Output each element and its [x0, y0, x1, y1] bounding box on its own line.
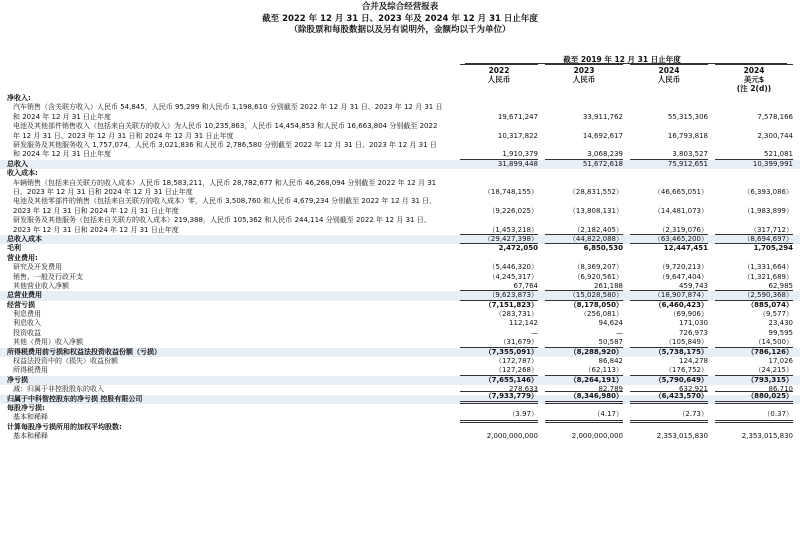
cell-value: （9,577） [758, 310, 793, 319]
cell-value: （1,321,689） [743, 272, 793, 281]
cell-value: （44,822,088） [545, 234, 623, 244]
cell-value: 2,353,015,830 [741, 432, 793, 441]
table-row [0, 410, 800, 422]
row-label: 研发服务及其他服务（包括来自关联方的收入成本）219,388，人民币 105,362 和人民币 244,114 分别截至 2022 年 12 月 31 日、2023 年 12 月 31 日和 2024 年 12 月 31 日止年度 [13, 216, 431, 234]
row-label: 减：归属于非控股股东的收入 [13, 385, 104, 394]
cell-value: 278,633 [509, 385, 538, 394]
cell-value: （8,178,050） [545, 300, 623, 310]
cell-value: （256,081） [580, 310, 623, 319]
table-row [0, 301, 800, 310]
row-label: 总收入 [7, 159, 28, 168]
column-year: 2024 [743, 66, 765, 75]
cell-value: （7,933,779） [460, 391, 538, 404]
cell-value: 171,030 [679, 319, 708, 328]
cell-value: 99,595 [768, 328, 793, 337]
cell-value: 62,985 [768, 281, 793, 290]
row-label: 毛利 [7, 244, 21, 253]
cell-value: （4.17） [545, 410, 623, 422]
row-label: 每股净亏损: [7, 403, 45, 412]
row-label: 车辆销售（包括来自关联方的收入成本）人民币 18,583,211，人民币 28,782,677 和人民币 46,268,094 分别截至 2022 年 12 月 31 日、2023 年 12 月 31 日和 2024 年 12 月 31 日止年度 [13, 178, 437, 196]
row-label: 总营业费用 [7, 291, 42, 300]
cell-value: 726,973 [679, 328, 708, 337]
column-year: 2022 [488, 66, 510, 75]
table-row [0, 197, 800, 216]
cell-value: （9,226,025） [488, 206, 538, 215]
cell-value: （29,427,398） [460, 234, 538, 244]
table-row [0, 216, 800, 235]
cell-value: （46,665,051） [653, 187, 708, 196]
row-label: 汽车销售（含关联方收入）人民币 54,845，人民币 95,299 和人民币 1,198,610 分别截至 2022 年 12 月 31 日、2023 年 12 月 31 日和 2024 年 12 月 31 日止年度 [13, 103, 443, 121]
cell-value: （880,025） [715, 391, 793, 404]
cell-value: （13,808,131） [568, 206, 623, 215]
table-row [0, 376, 800, 385]
cell-value: 75,912,651 [630, 159, 708, 169]
column-header-2023 [545, 64, 623, 84]
cell-value: （6,393,086） [743, 187, 793, 196]
cell-value: 2,472,050 [460, 243, 538, 253]
cell-value: 521,081 [764, 150, 793, 159]
cell-value: 14,692,617 [582, 131, 623, 140]
cell-value: （3.97） [460, 410, 538, 422]
report-note: （除股票和每股数据以及另有说明外，金额均以千为单位） [289, 25, 511, 35]
report-title: 合并及综合经营报表 [361, 2, 439, 12]
period-label: 截至 2019 年 12 月 31 日止年度 [563, 55, 681, 64]
cell-value: （8,264,191） [545, 375, 623, 385]
cell-value: （0.37） [715, 410, 793, 422]
table-row [0, 273, 800, 282]
cell-value: （793,315） [715, 375, 793, 385]
table-row [0, 94, 800, 103]
cell-value: 1,910,379 [502, 150, 538, 159]
cell-value: （28,831,552） [568, 187, 623, 196]
cell-value: （2,319,076） [658, 225, 708, 234]
cell-value: — [531, 328, 538, 337]
table-row [0, 244, 800, 253]
row-label: 所得税费用 [13, 366, 48, 375]
cell-value: （5,446,320） [488, 263, 538, 272]
cell-value: 7,578,166 [757, 112, 793, 121]
cell-value: （2,182,405） [573, 225, 623, 234]
row-label: 电池及其他零部件的销售（包括来自关联方的收入成本）零，人民币 3,508,760 和人民币 4,679,234 分别截至 2022 年 12 月 31 日、2023 年 12 月 31 日和 2024 年 12 月 31 日止年度 [13, 197, 437, 215]
cell-value: 2,300,744 [757, 131, 793, 140]
table-row [0, 141, 800, 160]
cell-value: 2,000,000,000 [571, 432, 623, 441]
table-row [0, 263, 800, 272]
cell-value: 124,278 [679, 357, 708, 366]
row-label: 销售、一般及行政开支 [13, 272, 83, 281]
cell-value: （18,748,155） [483, 187, 538, 196]
row-label: 营业费用: [7, 253, 38, 262]
column-currency: 人民币 [572, 75, 596, 84]
cell-value: （172,787） [495, 357, 538, 366]
cell-value: 459,743 [679, 281, 708, 290]
column-note: (注 2(d)) [736, 84, 772, 93]
column-currency: 人民币 [487, 75, 511, 84]
table-row [0, 329, 800, 338]
column-header-2024-usd [715, 64, 793, 93]
row-label: 经营亏损 [7, 300, 35, 309]
cell-value: （7,151,823） [460, 300, 538, 310]
row-label: 利息费用 [13, 310, 41, 319]
cell-value: 23,430 [768, 319, 793, 328]
cell-value: 86,842 [598, 357, 623, 366]
table-row [0, 310, 800, 319]
cell-value: 1,705,294 [715, 243, 793, 253]
statement-table [0, 94, 800, 442]
cell-value: （63,465,200） [630, 234, 708, 244]
cell-value: — [616, 328, 623, 337]
row-label: 净收入: [7, 94, 31, 102]
row-label: 总收入成本 [7, 234, 42, 243]
row-label: 权益法投资中的（损失）收益份额 [13, 357, 118, 366]
report-subtitle: 截至 2022 年 12 月 31 日、2023 年及 2024 年 12 月 31 日止年度 [262, 13, 538, 24]
table-row [0, 391, 800, 404]
cell-value: （105,849） [665, 338, 708, 347]
cell-value: （176,752） [665, 366, 708, 375]
report-header [0, 0, 800, 37]
column-year: 2023 [573, 66, 595, 75]
cell-value: （15,028,580） [545, 290, 623, 300]
cell-value: （9,647,404） [658, 272, 708, 281]
cell-value: （5,790,649） [630, 375, 708, 385]
cell-value: 261,188 [594, 281, 623, 290]
cell-value: （31,679） [499, 338, 538, 347]
cell-value: 86,710 [768, 385, 793, 394]
cell-value: 6,850,530 [545, 243, 623, 253]
column-header-2024 [630, 64, 708, 84]
cell-value: （14,500） [754, 338, 793, 347]
row-label: 研究及开发费用 [13, 263, 62, 272]
cell-value: 2,353,015,830 [656, 432, 708, 441]
table-row [0, 103, 800, 122]
row-label: 基本和稀释 [13, 413, 48, 422]
table-row [0, 179, 800, 198]
cell-value: （2,590,368） [715, 290, 793, 300]
cell-value: （885,074） [715, 300, 793, 310]
table-row [0, 254, 800, 263]
cell-value: （69,906） [669, 310, 708, 319]
cell-value: 3,068,239 [587, 150, 623, 159]
cell-value: （6,920,561） [573, 272, 623, 281]
cell-value: （8,346,980） [545, 391, 623, 404]
cell-value: （7,655,146） [460, 375, 538, 385]
cell-value: （317,712） [750, 225, 793, 234]
cell-value: 50,587 [598, 338, 623, 347]
table-row [0, 319, 800, 328]
cell-value: （9,720,213） [658, 263, 708, 272]
row-label: 其他（费用）收入净额 [13, 338, 83, 347]
cell-value: （14,481,073） [653, 206, 708, 215]
table-row [0, 160, 800, 169]
cell-value: （8,694,697） [715, 234, 793, 244]
cell-value: 3,803,527 [672, 150, 708, 159]
cell-value: （1,453,218） [488, 225, 538, 234]
cell-value: 94,624 [598, 319, 623, 328]
cell-value: 16,793,818 [667, 131, 708, 140]
cell-value: （283,731） [495, 310, 538, 319]
cell-value: 2,000,000,000 [486, 432, 538, 441]
cell-value: 55,315,306 [667, 112, 708, 121]
cell-value: （8,288,920） [545, 347, 623, 357]
cell-value: 632,921 [679, 385, 708, 394]
cell-value: （24,215） [754, 366, 793, 375]
cell-value: （127,268） [495, 366, 538, 375]
cell-value: 31,899,448 [460, 159, 538, 169]
cell-value: （18,907,874） [630, 290, 708, 300]
row-label: 电池及其他部件销售收入（包括来自关联方的收入）为人民币 10,235,863，人民币 14,454,853 和人民币 16,663,804 分别截至 2022 年 12 月 31 日、2023 年 12 月 31 日和 2024 年 12 月 31 日止年度 [13, 122, 438, 140]
cell-value: （6,460,423） [630, 300, 708, 310]
row-label: 归属于中科智控股东的净亏损 控股有限公司 [7, 394, 143, 403]
column-year: 2024 [658, 66, 680, 75]
cell-value: （4,245,317） [488, 272, 538, 281]
row-label: 所得税费用前亏损和权益法投资收益份额（亏损） [7, 347, 161, 356]
cell-value: 82,789 [598, 385, 623, 394]
cell-value: （62,113） [584, 366, 623, 375]
cell-value: （7,355,091） [460, 347, 538, 357]
row-label: 研发服务及其他服务收入 1,757,074，人民币 3,021,836 和人民币 2,786,580 分别截至 2022 年 12 月 31 日、2023 年 12 月 31 日和 2024 年 12 月 31 日止年度 [13, 140, 437, 159]
cell-value: 51,672,618 [545, 159, 623, 169]
cell-value: 12,447,451 [630, 243, 708, 253]
cell-value: （6,423,570） [630, 391, 708, 404]
row-label: 计算每股净亏损所用的加权平均股数: [7, 422, 122, 431]
cell-value: （2.73） [630, 410, 708, 422]
cell-value: （1,331,664） [743, 263, 793, 272]
column-currency: 美元$ [743, 75, 765, 84]
row-label: 净亏损 [7, 375, 28, 384]
column-currency: 人民币 [657, 75, 681, 84]
table-row [0, 169, 800, 178]
row-label: 投资收益 [13, 328, 41, 337]
table-row [0, 348, 800, 357]
cell-value: 10,317,822 [497, 131, 538, 140]
table-row [0, 122, 800, 141]
table-row [0, 423, 800, 432]
cell-value: （786,126） [715, 347, 793, 357]
cell-value: 67,764 [513, 281, 538, 290]
row-label: 收入成本: [7, 169, 38, 178]
table-row [0, 432, 800, 441]
row-label: 利息收入 [13, 319, 41, 328]
column-header-2022 [460, 64, 538, 84]
cell-value: （1,983,899） [743, 206, 793, 215]
table-row [0, 357, 800, 366]
cell-value: 10,399,991 [715, 159, 793, 169]
row-label: 其他营业收入净额 [13, 281, 69, 290]
cell-value: （5,738,175） [630, 347, 708, 357]
cell-value: （9,623,873） [460, 290, 538, 300]
cell-value: 33,911,762 [582, 112, 623, 121]
row-label: 基本和稀释 [13, 432, 48, 441]
cell-value: 112,142 [509, 319, 538, 328]
cell-value: 17,026 [768, 357, 793, 366]
cell-value: （8,369,207） [573, 263, 623, 272]
cell-value: 19,671,247 [497, 112, 538, 121]
